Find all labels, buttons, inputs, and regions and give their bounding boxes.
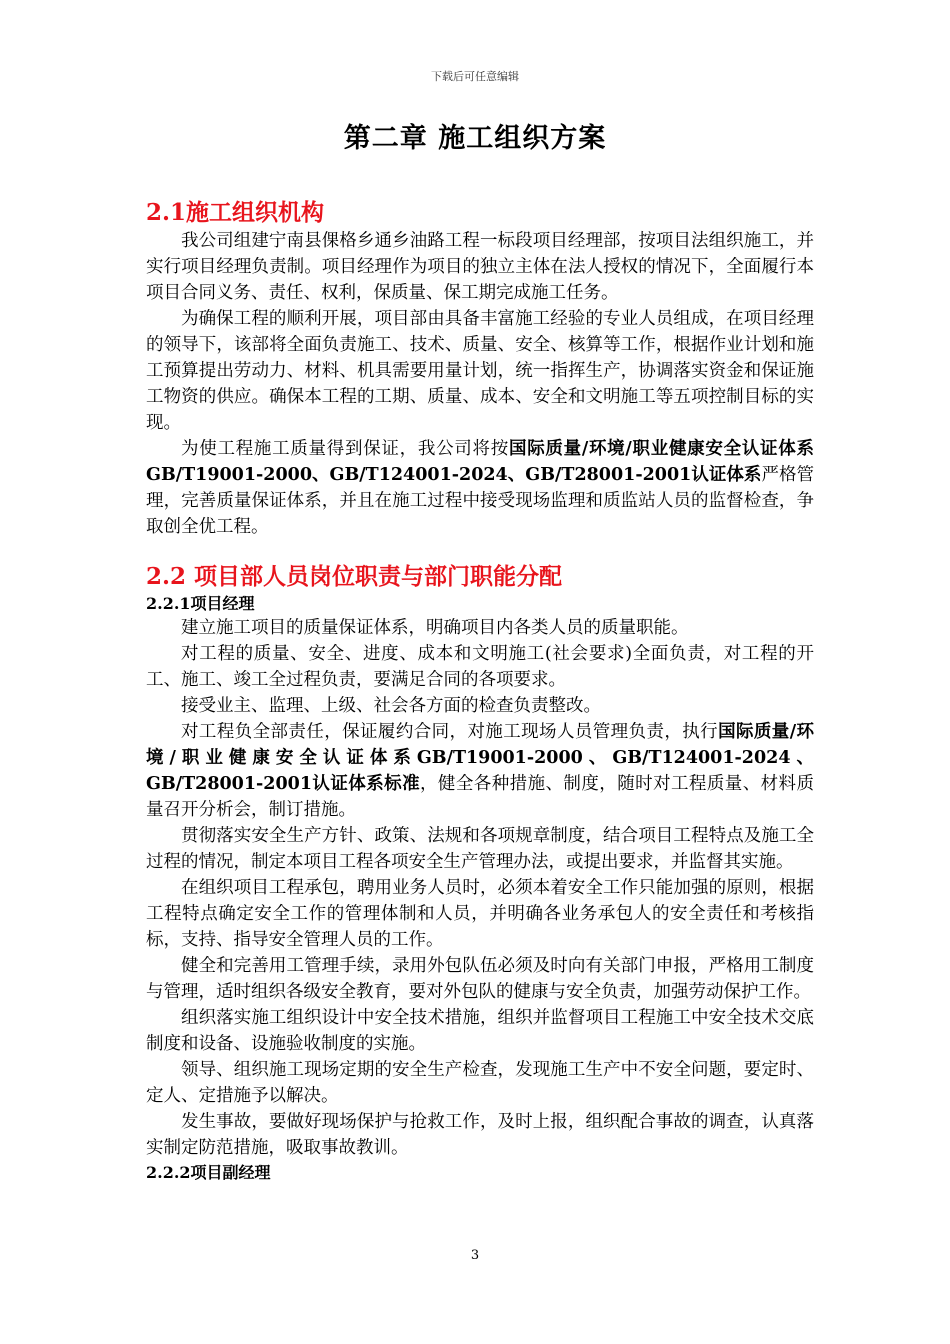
bold-standard-text: 国际质量/环境/职业健康安全认证体系GB/T19001-2000、GB/T124001-2024、GB/T28001-2001认证体系标准 [146,722,814,794]
header-note: 下载后可任意编辑 [431,70,519,83]
paragraph: 对工程的质量、安全、进度、成本和文明施工(社会要求)全面负责，对工程的开工、施工、竣工全过程负责，要满足合同的各项要求。 [146,644,814,690]
paragraph: 为确保工程的顺利开展，项目部由具备丰富施工经验的专业人员组成，在项目经理的领导下，该部将全面负责施工、技术、质量、安全、核算等工作，根据作业计划和施工预算提出劳动力、材料、机具需要用量计划，统一指挥生产，协调落实资金和保证施工物资的供应。确保本工程的工期、质量、成本、安全和文明施工等五项控制目标的实现。 [146,309,814,433]
section-heading-2-2: 2.2 项目部人员岗位职责与部门职能分配 [146,563,563,590]
section-heading-2-1: 2.1施工组织机构 [146,199,325,226]
paragraph-text: 对工程负全部责任，保证履约合同，对施工现场人员管理负责，执行 [181,722,719,742]
paragraph: 贯彻落实安全生产方针、政策、法规和各项规章制度，结合项目工程特点及施工全过程的情况，制定本项目工程各项安全生产管理办法，或提出要求，并监督其实施。 [146,826,814,872]
document-body [146,198,814,1184]
page-number: 3 [470,1248,480,1263]
paragraph: 我公司组建宁南县倮格乡通乡油路工程一标段项目经理部，按项目法组织施工，并实行项目经理负责制。项目经理作为项目的独立主体在法人授权的情况下，全面履行本项目合同义务、责任、权利，保质量、保工期完成施工任务。 [146,231,814,303]
paragraph: 在组织项目工程承包，聘用业务人员时，必须本着安全工作只能加强的原则，根据工程特点确定安全工作的管理体制和人员，并明确各业务承包人的安全责任和考核指标，支持、指导安全管理人员的工作。 [146,878,814,950]
paragraph [146,719,814,823]
paragraph: 健全和完善用工管理手续，录用外包队伍必须及时向有关部门申报，严格用工制度与管理，适时组织各级安全教育，要对外包队的健康与安全负责，加强劳动保护工作。 [146,956,814,1002]
paragraph-text: 严格管理，完善质量保证体系，并且在施工过程中接受现场监理和质监站人员的监督检查，争取创全优工程。 [146,465,815,537]
chapter-title: 第二章 施工组织方案 [343,123,607,154]
paragraph: 发生事故，要做好现场保护与抢救工作，及时上报，组织配合事故的调查，认真落实制定防范措施，吸取事故教训。 [146,1112,814,1158]
paragraph-text: ，健全各种措施、制度，随时对工程质量、材料质量召开分析会，制订措施。 [146,774,814,820]
bold-standard-text: 国际质量/环境/职业健康安全认证体系GB/T19001-2000、GB/T124001-2024、GB/T28001-2001认证体系 [146,439,814,485]
subsection-heading-2-2-2: 2.2.2项目副经理 [146,1163,271,1182]
paragraph: 组织落实施工组织设计中安全技术措施，组织并监督项目工程施工中安全技术交底制度和设备、设施验收制度的实施。 [146,1008,814,1054]
paragraph: 建立施工项目的质量保证体系，明确项目内各类人员的质量职能。 [181,618,689,638]
paragraph [146,436,814,540]
paragraph: 接受业主、监理、上级、社会各方面的检查负责整改。 [181,696,601,716]
paragraph-text: 为使工程施工质量得到保证，我公司将按 [181,439,509,459]
paragraph: 领导、组织施工现场定期的安全生产检查，发现施工生产中不安全问题，要定时、定人、定措施予以解决。 [146,1060,814,1106]
subsection-heading-2-2-1: 2.2.1项目经理 [146,594,255,613]
